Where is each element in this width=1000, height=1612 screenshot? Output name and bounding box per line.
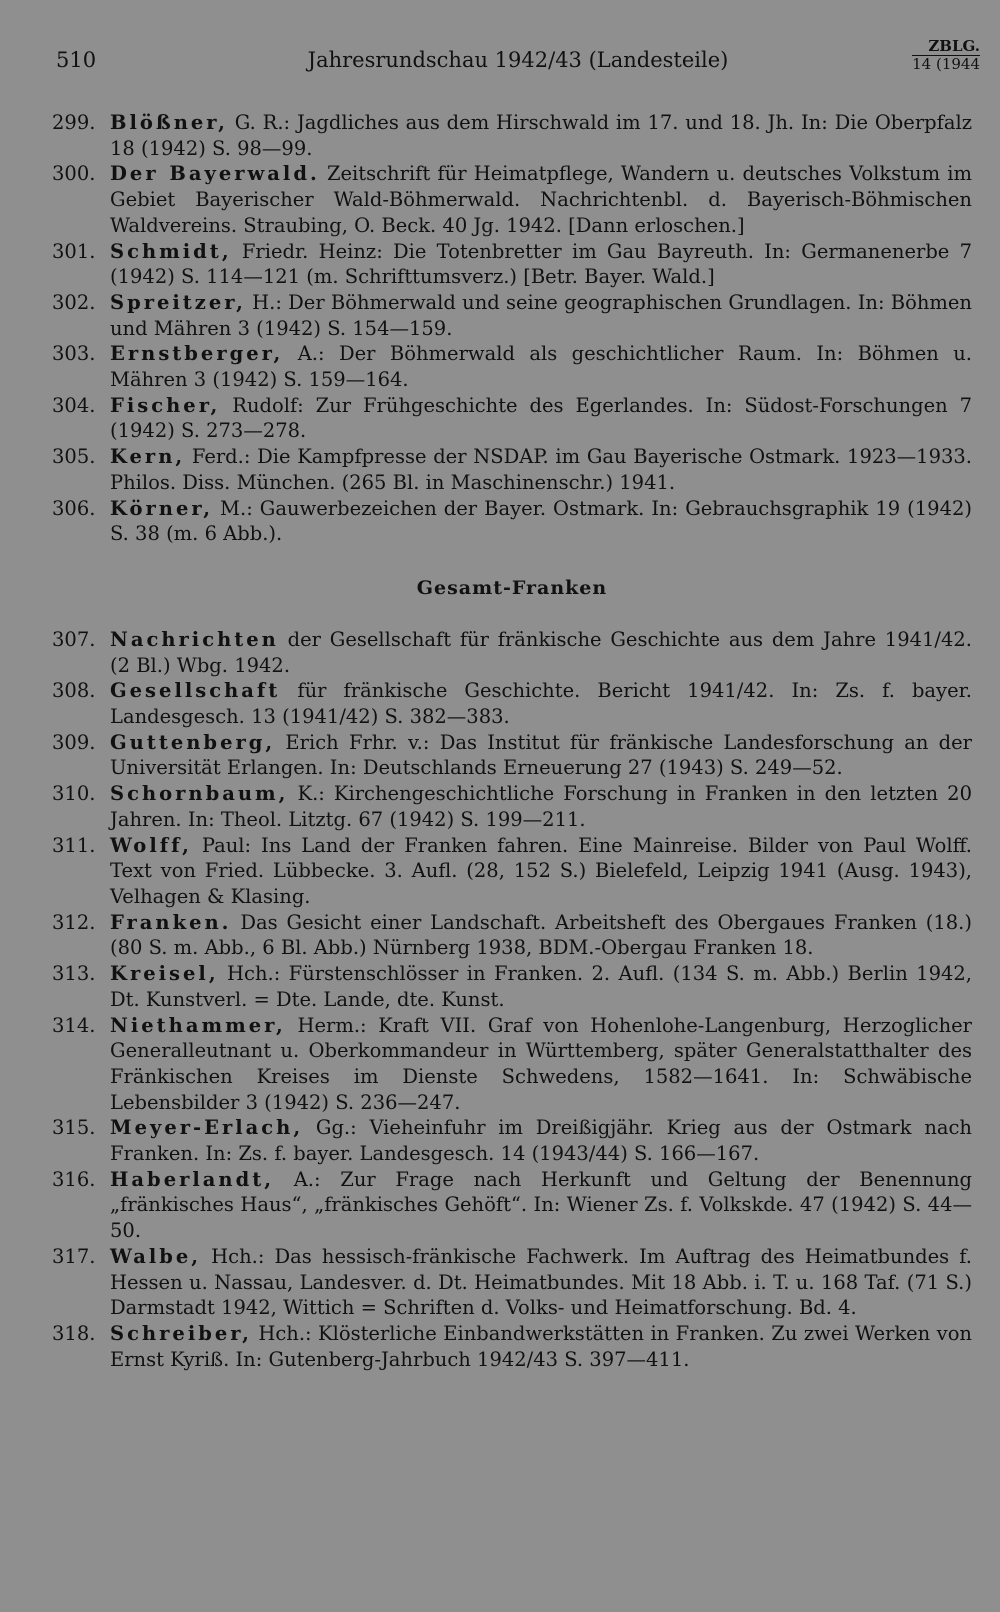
entry-text: Erich Frhr. v.: Das Institut für fränkische Landesforschung an der Universität Erlangen. In: Deutschlands Erneuerung 27 (1943) S. 249—52. [110,730,972,780]
bibliography-entry [52,444,972,495]
entry-text: H.: Der Böhmerwald und seine geographischen Grundlagen. In: Böhmen und Mähren 3 (1942) S. 154—159. [110,290,972,340]
entry-author: Der Bayerwald. [110,162,320,186]
bibliography-entry [52,1167,972,1244]
bibliography-entry [52,730,972,781]
entry-text: Paul: Ins Land der Franken fahren. Eine Mainreise. Bilder von Paul Wolff. Text von Fried. Lübbecke. 3. Aufl. (28, 152 S.) Bielefeld, Leipzig 1941 (Ausg. 1943), Velhagen & Klasing. [110,833,972,908]
bibliography-entry [52,290,972,341]
entry-number: 310. [52,782,96,806]
entry-number: 301. [52,239,96,263]
journal-reference [912,38,980,72]
bibliography-entry [52,1244,972,1321]
entry-text: Hch.: Klösterliche Einbandwerkstätten in Franken. Zu zwei Werken von Ernst Kyriß. In: Gutenberg-Jahrbuch 1942/43 S. 397—411. [110,1321,972,1371]
bibliography-entry [52,393,972,444]
entry-text: Das Gesicht einer Landschaft. Arbeitsheft des Obergaues Franken (18.) (80 S. m. Abb., 6 Bl. Abb.) Nürnberg 1938, BDM.-Obergau Franken 18. [110,910,972,960]
entry-author: Nachrichten [110,627,279,651]
entry-number: 316. [52,1167,96,1191]
page-header [56,37,980,84]
entry-number: 302. [52,290,96,314]
entry-text: Hch.: Fürstenschlösser in Franken. 2. Aufl. (134 S. m. Abb.) Berlin 1942, Dt. Kunstverl. = Dte. Lande, dte. Kunst. [110,962,972,1011]
bibliography-list-franken [52,627,972,1372]
entry-text: M.: Gauwerbezeichen der Bayer. Ostmark. In: Gebrauchsgraphik 19 (1942) S. 38 (m. 6 Abb.). [110,496,972,546]
entry-number: 317. [52,1244,96,1268]
entry-number: 304. [52,393,96,417]
entry-number: 305. [52,445,96,469]
bibliography-list [52,110,972,1372]
journal-abbreviation: ZBLG. [912,38,980,56]
entry-author: Schreiber, [110,1321,252,1345]
entry-text: G. R.: Jagdliches aus dem Hirschwald im 17. und 18. Jh. In: Die Oberpfalz 18 (1942) S. 98—99. [110,111,972,160]
bibliography-entry [52,239,972,290]
bibliography-entry [52,496,972,547]
entry-text: Hch.: Das hessisch-fränkische Fachwerk. Im Auftrag des Heimatbundes f. Hessen u. Nassau, Landesver. d. Dt. Heimatbundes. Mit 18 Abb. i. T. u. 168 Taf. (71 S.) Darmstadt 1942, Wittich = Schriften d. Volks- und Heimatforschung. Bd. 4. [110,1244,972,1320]
bibliography-list-bayerwald [52,110,972,547]
bibliography-entry [52,1013,972,1116]
entry-text: der Gesellschaft für fränkische Geschichte aus dem Jahre 1941/42. (2 Bl.) Wbg. 1942. [110,627,972,677]
entry-number: 303. [52,342,96,366]
entry-author: Schornbaum, [110,782,289,806]
entry-author: Gesellschaft [110,679,281,703]
entry-text: Ferd.: Die Kampfpresse der NSDAP. im Gau Bayerische Ostmark. 1923—1933. Philos. Diss. München. (265 Bl. in Maschinenschr.) 1941. [110,445,972,494]
entry-author: Meyer-Erlach, [110,1116,304,1140]
entry-number: 309. [52,730,96,754]
entry-author: Körner, [110,496,214,520]
entry-author: Franken. [110,910,232,934]
entry-number: 313. [52,962,96,986]
entry-number: 307. [52,627,96,651]
entry-text: für fränkische Geschichte. Bericht 1941/42. In: Zs. f. bayer. Landesgesch. 13 (1941/42) S. 382—383. [110,679,972,729]
entry-text: Friedr. Heinz: Die Totenbretter im Gau Bayreuth. In: Germanenerbe 7 (1942) S. 114—121 (m. Schrifttumsverz.) [Betr. Bayer. Wald.] [110,239,972,289]
entry-number: 312. [52,910,96,934]
entry-author: Schmidt, [110,239,232,263]
entry-text: Herm.: Kraft VII. Graf von Hohenlohe-Langenburg, Herzoglicher Generalleutnant u. Oberkommandeur in Württemberg, später Generalstatthalter des Fränkischen Kreises im Dienste Schwedens, 1582—1641. In: Schwäbische Lebensbilder 3 (1942) S. 236—247. [110,1013,972,1114]
entry-author: Kreisel, [110,962,219,986]
entry-number: 311. [52,833,96,857]
entry-number: 300. [52,162,96,186]
entry-text: A.: Der Böhmerwald als geschichtlicher Raum. In: Böhmen u. Mähren 3 (1942) S. 159—164. [110,342,972,392]
bibliography-entry [52,161,972,238]
entry-author: Fischer, [110,393,221,417]
bibliography-entry [52,961,972,1012]
bibliography-entry [52,110,972,161]
entry-text: A.: Zur Frage nach Herkunft und Geltung der Benennung „fränkisches Haus“, „fränkisches Gehöft“. In: Wiener Zs. f. Volkskde. 47 (1942) S. 44—50. [110,1167,972,1243]
entry-author: Ernstberger, [110,342,284,366]
entry-number: 308. [52,679,96,703]
entry-author: Guttenberg, [110,730,276,754]
bibliography-entry [52,1115,972,1166]
entry-author: Kern, [110,445,186,469]
page-number: 510 [56,48,97,72]
section-heading: Gesamt-Franken [416,576,608,599]
entry-number: 315. [52,1116,96,1140]
running-title: Jahresrundschau 1942/43 (Landesteile) [307,48,729,72]
entry-author: Blößner, [110,111,228,134]
entry-text: Zeitschrift für Heimatpflege, Wandern u. deutsches Volkstum im Gebiet Bayerischer Wald-Böhmerwald. Nachrichtenbl. d. Bayerisch-Böhmischen Waldvereins. Straubing, O. Beck. 40 Jg. 1942. [Dann erloschen.] [110,162,973,237]
journal-issue: 14 (1944 [912,55,980,73]
entry-author: Haberlandt, [110,1167,275,1191]
bibliography-entry [52,833,972,910]
entry-text: K.: Kirchengeschichtliche Forschung in Franken in den letzten 20 Jahren. In: Theol. Litztg. 67 (1942) S. 199—211. [110,782,972,831]
entry-number: 299. [52,111,96,134]
bibliography-entry [52,1321,972,1372]
entry-number: 306. [52,496,96,520]
bibliography-entry [52,341,972,392]
entry-number: 318. [52,1321,96,1345]
bibliography-entry [52,910,972,961]
entry-author: Wolff, [110,833,192,857]
entry-text: Gg.: Vieheinfuhr im Dreißigjähr. Krieg aus der Ostmark nach Franken. In: Zs. f. bayer. Landesgesch. 14 (1943/44) S. 166—167. [110,1116,972,1166]
entry-number: 314. [52,1013,96,1037]
entry-author: Walbe, [110,1244,202,1268]
entry-author: Spreitzer, [110,290,246,314]
bibliography-entry [52,781,972,832]
bibliography-entry [52,627,972,678]
entry-text: Rudolf: Zur Frühgeschichte des Egerlandes. In: Südost-Forschungen 7 (1942) S. 273—278. [110,393,972,443]
bibliography-entry [52,678,972,729]
entry-author: Niethammer, [110,1013,286,1037]
